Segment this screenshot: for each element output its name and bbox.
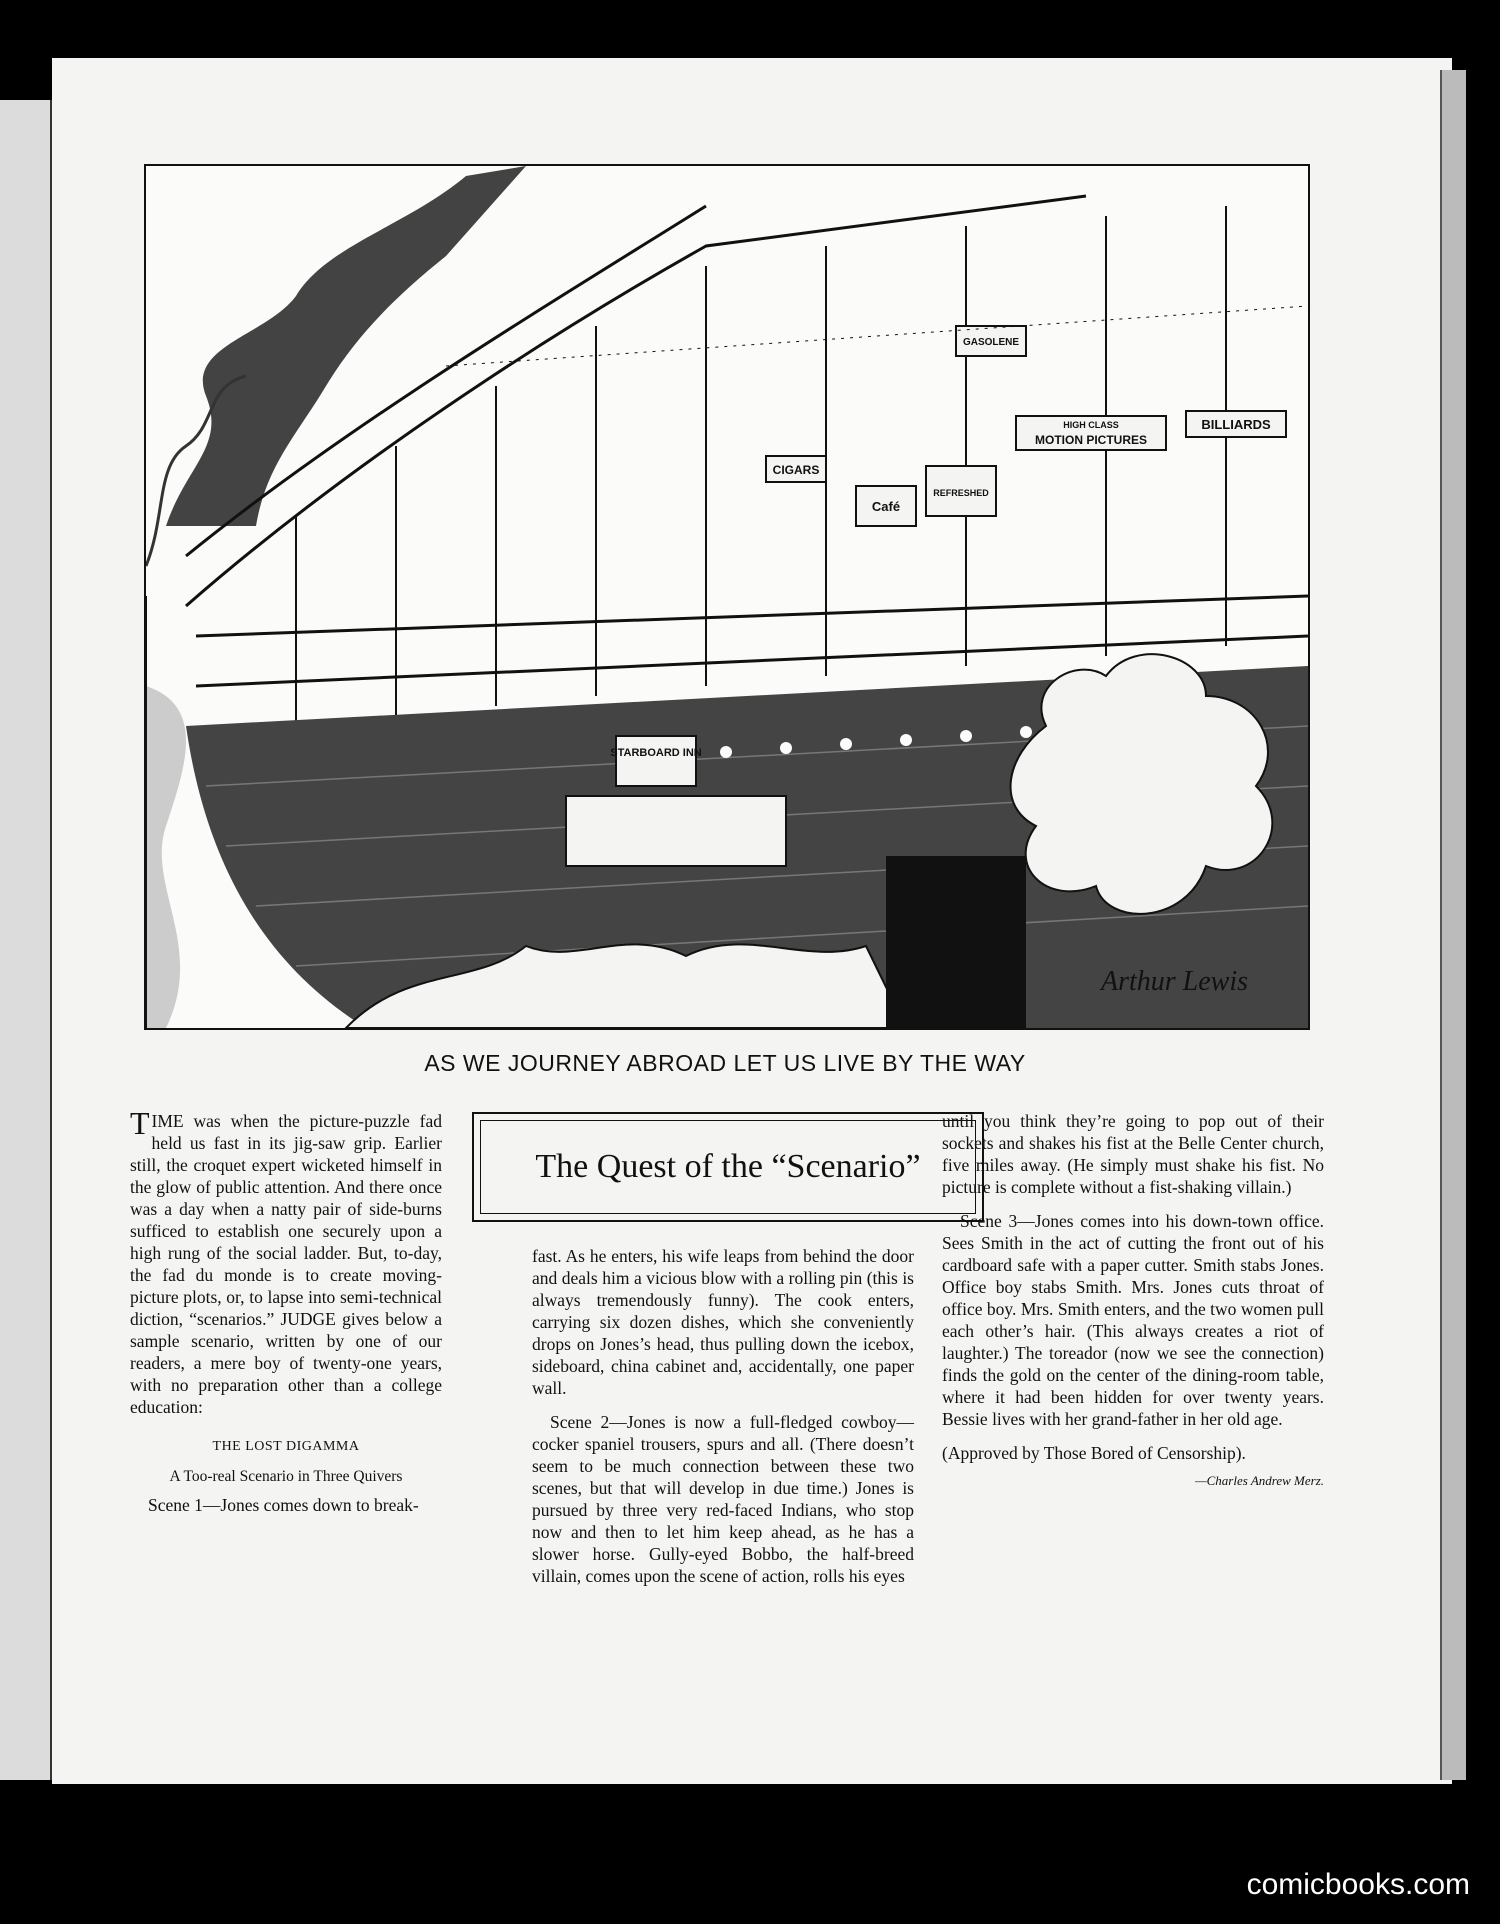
scene-1-start: Scene 1—Jones comes down to break- [148, 1495, 419, 1515]
article-title: The Quest of the “Scenario” [480, 1120, 976, 1214]
cafe-sign: Café [871, 499, 901, 514]
left-page-edge [0, 100, 53, 1780]
high-class-sign: HIGH CLASS [1063, 420, 1119, 430]
illustration-caption: AS WE JOURNEY ABROAD LET US LIVE BY THE WAY [424, 1050, 1026, 1076]
scene-1-text: fast. As he enters, his wife leaps from behind the door and deals him a vicious blow with a rolling pin (this is always tremendously funny). The cook enters, carrying six dozen dishes, which she conveniently drops on Jones’s head, thus pulling down the icebox, sideboard, china cabinet and, accidentally, one paper wall. [532, 1246, 914, 1398]
ocean-liner-illustration [144, 164, 1310, 1030]
ship-drawing [146, 166, 1308, 1028]
scenario-title: THE LOST DIGAMMA [212, 1439, 360, 1454]
author-credit: —Charles Andrew Merz. [1195, 1473, 1324, 1488]
article-title-box [472, 1112, 984, 1222]
article-column-3 [942, 1110, 1324, 1492]
intro-text: IME was when the picture-puzzle fad held us fast in its jig-saw grip. Earlier still, the croquet expert wicketed himself in the glow of public attention. And there once was a day when a natty pair of side-burns sufficed to establish one securely upon a high rung of the social ladder. But, to-day, the fad du monde is to create moving-picture plots, or, to lapse into semi-technical diction, “scenarios.” JUDGE gives below a sample scenario, written by one of our readers, a mere boy of twenty-one years, with no preparation other than a college education: [130, 1111, 442, 1417]
approval-note: (Approved by Those Bored of Censorship). [942, 1443, 1246, 1463]
dropcap: T [130, 1105, 150, 1141]
inn-sign: STARBOARD INN [610, 747, 702, 759]
scenario-subtitle: A Too-real Scenario in Three Quivers [169, 1468, 403, 1485]
scene-2-text: Scene 2—Jones is now a full-fledged cowboy—cocker spaniel trousers, spurs and all. (There doesn’t seem to be much connection between these two scenes, but that will develop in due time.) Jones is pursued by three very red-faced Indians, who stop now and then to let him keep ahead, as he has a slower horse. Gully-eyed Bobbo, the half-breed villain, comes upon the scene of action, rolls his eyes [532, 1412, 914, 1586]
gasolene-sign: GASOLENE [962, 337, 1020, 348]
billiards-sign: BILLIARDS [1201, 417, 1271, 432]
article-column-1 [130, 1105, 442, 1516]
cigars-sign: CIGARS [772, 463, 820, 477]
artist-signature: Arthur Lewis [1100, 966, 1248, 997]
scene-3-text: Scene 3—Jones comes into his down-town office. Sees Smith in the act of cutting the front out of his cardboard safe with a paper cutter. Smith stabs Jones. Office boy stabs Smith. Mrs. Jones cuts throat of office boy. Mrs. Smith enters, and the two women pull each other’s hair. (This always creates a riot of laughter.) The toreador (now we see the connection) finds the gold on the center of the dining-room table, where it had been hidden for over twenty years. Bessie lives with her grand-father in her old age. [942, 1211, 1324, 1429]
watermark: comicbooks.com [1246, 1868, 1470, 1901]
motion-pictures-sign: MOTION PICTURES [1034, 433, 1148, 447]
scene-2-end: until you think they’re going to pop out of their sockets and shakes his fist at the Belle Center church, five miles away. (He simply must shake his fist. No picture is complete without a fist-shaking villain.) [942, 1111, 1324, 1197]
article-column-2 [532, 1245, 914, 1587]
refreshed-sign: REFRESHED [933, 488, 989, 498]
right-page-edge [1440, 70, 1466, 1780]
